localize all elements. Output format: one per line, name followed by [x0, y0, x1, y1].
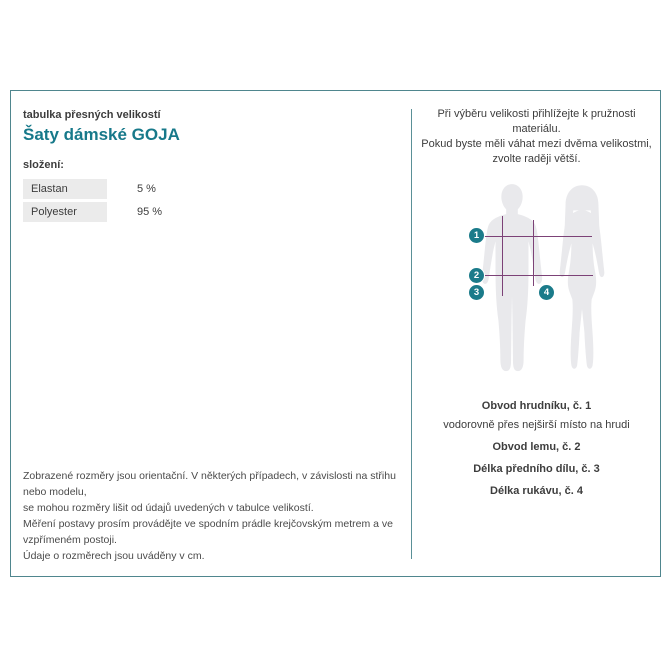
advice-line: Pokud byste měli váhat mezi dvěma velikostmi,	[421, 138, 652, 150]
disclaimer-line: Údaje o rozměrech jsou uváděny v cm.	[23, 550, 205, 562]
material-percentage: 5 %	[137, 183, 156, 195]
measurement-legend	[412, 399, 661, 498]
measurement-label: Obvod lemu, č. 2	[492, 441, 581, 453]
sizing-advice	[412, 91, 661, 167]
right-column	[412, 91, 661, 576]
marker-4: 4	[539, 285, 554, 300]
disclaimer-line: Zobrazené rozměry jsou orientační. V některých případech, v závislosti na střihu nebo modelu,	[23, 470, 396, 498]
table-row	[23, 202, 243, 222]
advice-line: zvolte raději větší.	[492, 153, 581, 165]
marker-1: 1	[469, 228, 484, 243]
advice-line: Při výběru velikosti přihlížejte k pružnosti materiálu.	[437, 108, 636, 135]
chest-measure-line	[482, 236, 592, 237]
disclaimer-line: se mohou rozměry lišit od údajů uvedených v tabulce velikostí.	[23, 502, 314, 514]
left-column	[11, 91, 411, 576]
marker-3: 3	[469, 285, 484, 300]
material-name: Elastan	[23, 179, 107, 199]
marker-2: 2	[469, 268, 484, 283]
measurement-label: Délka předního dílu, č. 3	[473, 463, 600, 475]
measurement-label: Obvod hrudníku, č. 1	[481, 400, 592, 412]
product-title: Šaty dámské GOJA	[23, 125, 180, 144]
disclaimer-line: Měření postavy prosím provádějte ve spodním prádle krejčovským metrem a ve vzpřímeném postoji.	[23, 518, 393, 546]
measurement-description: vodorovně přes nejširší místo na hrudi	[443, 419, 630, 431]
front-length-line	[502, 216, 503, 296]
table-row	[23, 179, 243, 199]
material-name: Polyester	[23, 202, 107, 222]
material-percentage: 95 %	[137, 206, 163, 218]
disclaimer-note	[23, 468, 403, 564]
composition-table	[23, 179, 243, 225]
composition-heading: složení:	[23, 159, 64, 171]
measurement-diagram	[412, 179, 661, 391]
female-silhouette	[553, 183, 611, 377]
sleeve-length-line	[533, 220, 534, 286]
hem-measure-line	[482, 275, 593, 276]
page-subtitle: tabulka přesných velikostí	[23, 109, 161, 121]
size-chart-panel	[10, 90, 661, 577]
measurement-label: Délka rukávu, č. 4	[490, 485, 583, 497]
